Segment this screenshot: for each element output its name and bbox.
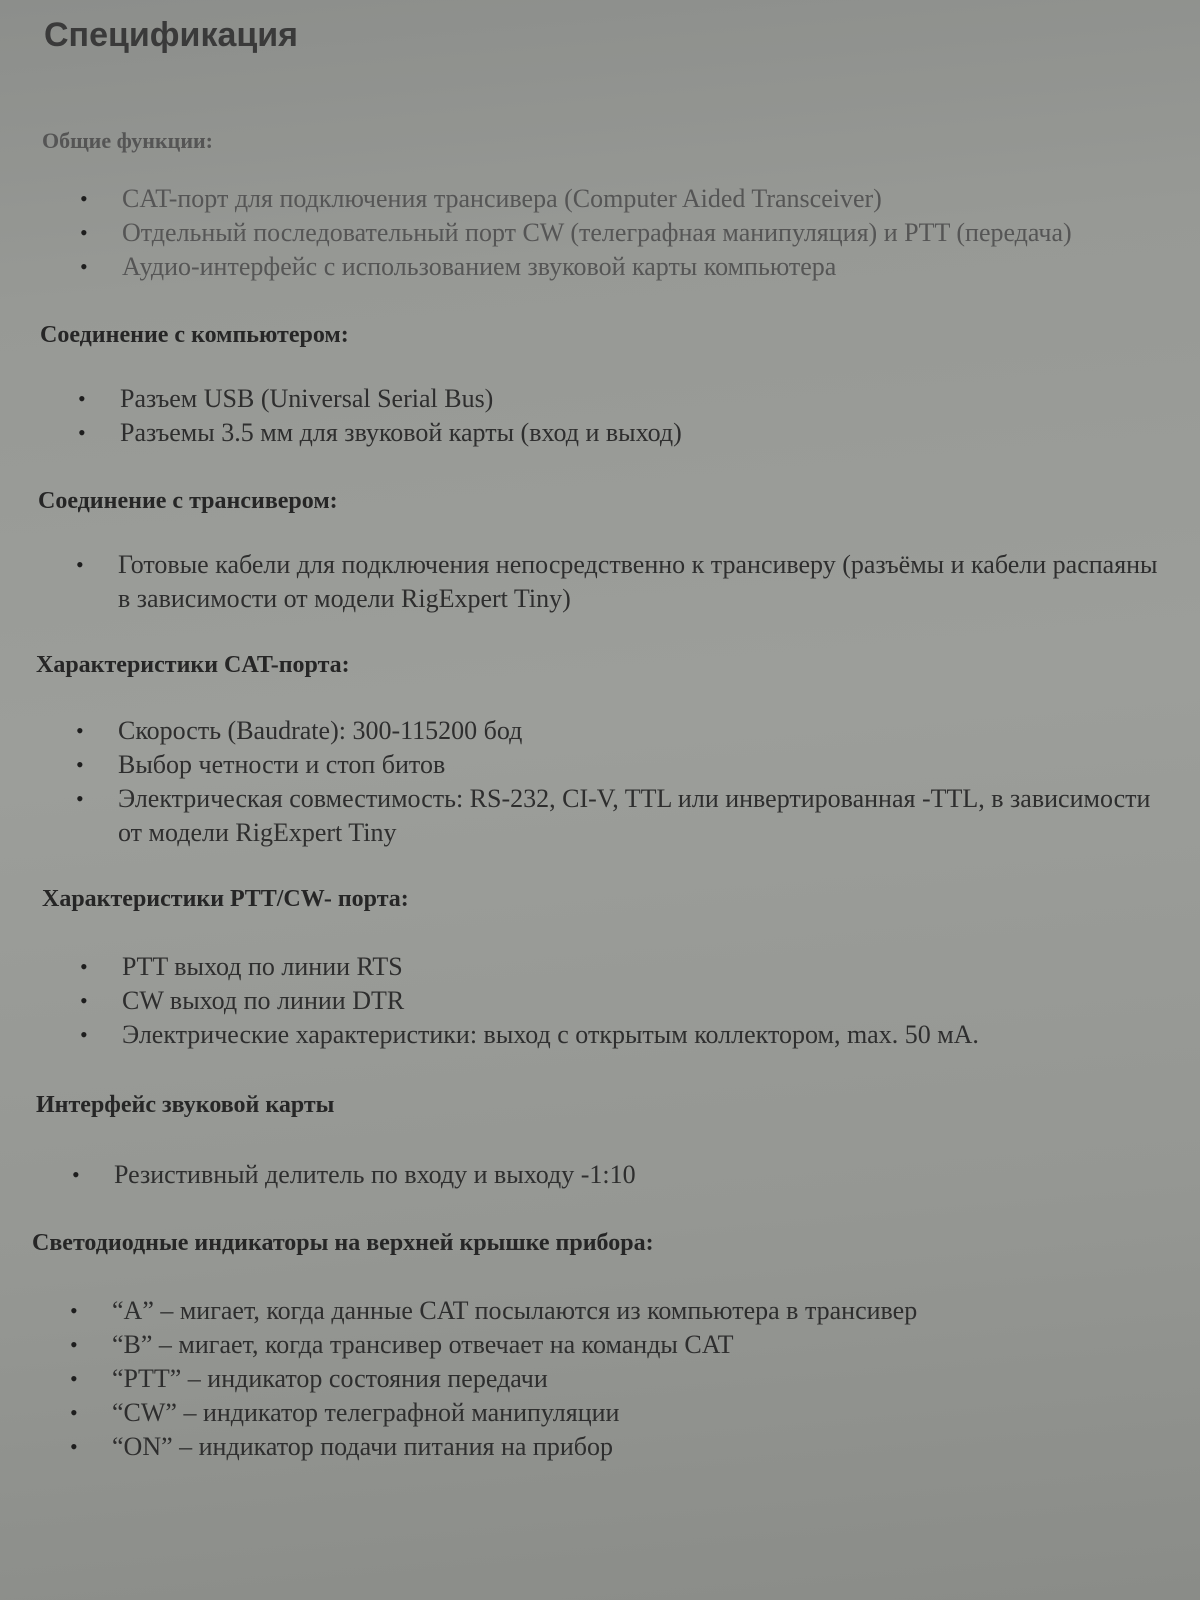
list-item: • Резистивный делитель по входу и выходу -1:10 <box>72 1158 1172 1192</box>
list-item: • CW выход по линии DTR <box>80 984 1180 1018</box>
bullet-icon: • <box>78 420 86 445</box>
bullet-icon: • <box>80 954 88 979</box>
list-item: • Отдельный последовательный порт CW (телеграфная манипуляция) и PTT (передача) <box>80 216 1190 250</box>
bullet-icon: • <box>70 1332 78 1357</box>
list-item: • PTT выход по линии RTS <box>80 950 1180 984</box>
bullet-icon: • <box>80 1022 88 1047</box>
bullet-icon: • <box>72 1162 80 1187</box>
list-cat-port <box>76 714 1176 850</box>
list-sound-card <box>72 1158 1172 1192</box>
section-heading-ptt-cw-port: Характеристики PTT/CW- порта: <box>42 886 409 912</box>
bullet-icon: • <box>76 752 84 777</box>
section-heading-transceiver: Соединение с трансивером: <box>38 488 338 514</box>
bullet-icon: • <box>70 1400 78 1425</box>
section-heading-general: Общие функции: <box>42 128 214 153</box>
list-item: • Готовые кабели для подключения непосредственно к трансиверу (разъёмы и кабели распаяны в зависимости от модели RigExpert Tiny) <box>76 550 1158 613</box>
bullet-icon: • <box>80 186 88 211</box>
list-item: • Скорость (Baudrate): 300-115200 бод <box>76 714 1176 748</box>
bullet-icon: • <box>70 1298 78 1323</box>
list-item: • Электрические характеристики: выход с открытым коллектором, max. 50 мА. <box>80 1018 1180 1052</box>
bullet-icon: • <box>76 552 84 577</box>
list-item: • “ON” – индикатор подачи питания на прибор <box>70 1430 1170 1464</box>
bullet-icon: • <box>80 254 88 279</box>
list-item: • Аудио-интерфейс с использованием звуковой карты компьютера <box>80 250 1190 284</box>
list-item: • “B” – мигает, когда трансивер отвечает на команды CAT <box>70 1328 1170 1362</box>
section-heading-led-indicators: Светодиодные индикаторы на верхней крышке прибора: <box>32 1230 654 1256</box>
bullet-icon: • <box>76 718 84 743</box>
list-general <box>80 182 1190 284</box>
list-led-indicators <box>70 1294 1170 1464</box>
list-ptt-cw-port <box>80 950 1180 1052</box>
section-heading-computer: Соединение с компьютером: <box>40 322 349 348</box>
list-item: • Электрическая совместимость: RS-232, CI-V, TTL или инвертированная -TTL, в зависимости от модели RigExpert Tiny <box>76 784 1151 847</box>
list-computer <box>78 382 1178 450</box>
list-item: • “A” – мигает, когда данные CAT посылаются из компьютера в трансивер <box>70 1294 1170 1328</box>
list-item: • Разъем USB (Universal Serial Bus) <box>78 382 1178 416</box>
list-item: • CAT-порт для подключения трансивера (Computer Aided Transceiver) <box>80 182 1190 216</box>
list-item: • “PTT” – индикатор состояния передачи <box>70 1362 1170 1396</box>
bullet-icon: • <box>80 988 88 1013</box>
section-heading-cat-port: Характеристики CAT-порта: <box>36 652 350 678</box>
bullet-icon: • <box>80 220 88 245</box>
list-transceiver <box>76 548 1176 616</box>
bullet-icon: • <box>76 786 84 811</box>
section-heading-sound-card: Интерфейс звуковой карты <box>36 1092 335 1118</box>
bullet-icon: • <box>78 386 86 411</box>
bullet-icon: • <box>70 1434 78 1459</box>
list-item: • Разъемы 3.5 мм для звуковой карты (вход и выход) <box>78 416 1178 450</box>
page-title: Спецификация <box>44 16 299 54</box>
list-item: • “CW” – индикатор телеграфной манипуляции <box>70 1396 1170 1430</box>
list-item: • Выбор четности и стоп битов <box>76 748 1176 782</box>
bullet-icon: • <box>70 1366 78 1391</box>
